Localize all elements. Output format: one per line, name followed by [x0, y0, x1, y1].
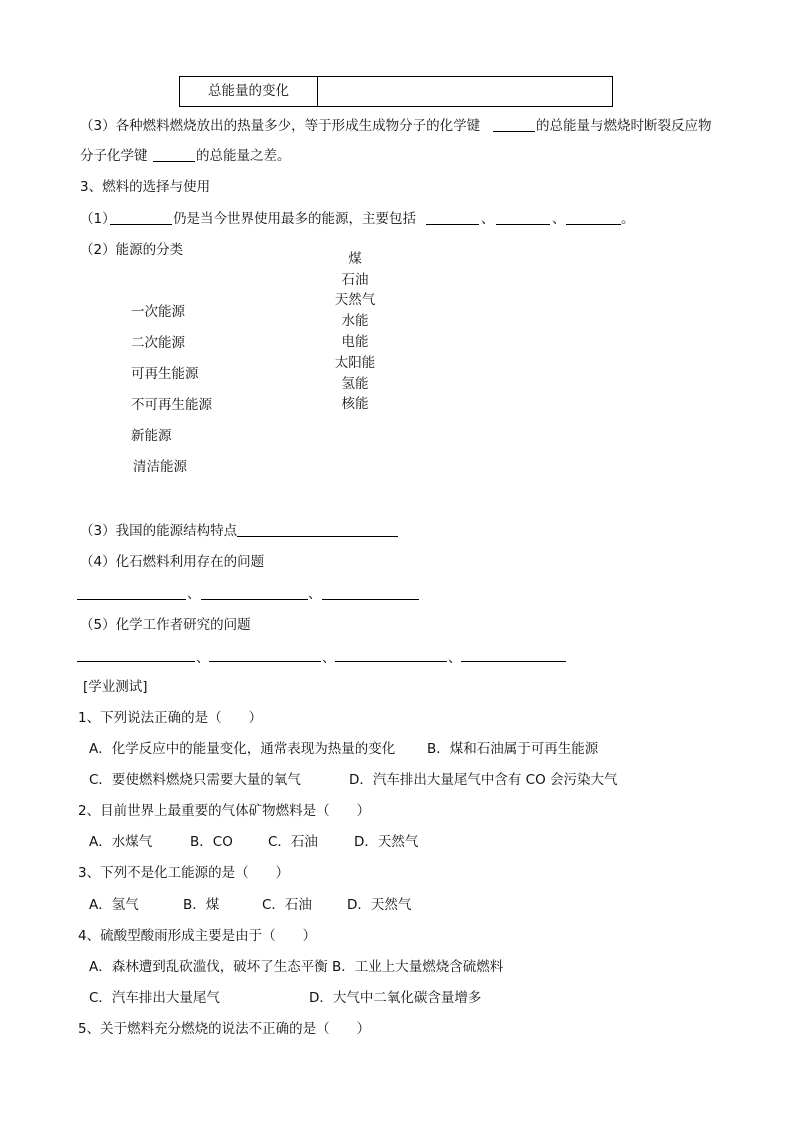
separator: 、 — [481, 211, 495, 227]
question-stem: 4、硫酸型酸雨形成主要是由于（ ） — [78, 928, 317, 944]
option-c: C．石油 — [268, 834, 318, 850]
source-item: 石油 — [341, 272, 369, 288]
separator: 、 — [187, 586, 201, 602]
option-d: D．天然气 — [354, 834, 419, 850]
question-stem: 2、目前世界上最重要的气体矿物燃料是（ ） — [78, 803, 371, 819]
option-c: C．要使燃料燃烧只需要大量的氧气 — [89, 772, 301, 788]
question-stem: 3、下列不是化工能源的是（ ） — [78, 865, 290, 881]
section-heading: 3、燃料的选择与使用 — [80, 179, 211, 195]
option-a-b: A．森林遭到乱砍滥伐，破坏了生态平衡 B．工业上大量燃烧含硫燃料 — [89, 959, 504, 975]
question-stem: 5、关于燃料充分燃烧的说法不正确的是（ ） — [78, 1021, 371, 1037]
blank-line — [77, 661, 195, 662]
separator: 、 — [448, 650, 462, 666]
blank-line — [237, 536, 398, 537]
blank-line — [77, 599, 186, 600]
source-item: 氢能 — [341, 376, 369, 392]
option-b: B．煤和石油属于可再生能源 — [427, 741, 599, 757]
category-item: 可再生能源 — [131, 366, 199, 382]
p2-heading: （2）能源的分类 — [80, 242, 184, 258]
separator: 、 — [322, 650, 336, 666]
separator: 、 — [552, 211, 566, 227]
blank-line — [153, 161, 195, 162]
option-d: D．天然气 — [347, 897, 412, 913]
q3-line1-text-b: 的总能量与燃烧时断裂反应物 — [536, 118, 712, 134]
option-c: C．石油 — [262, 897, 312, 913]
q3-line2-text-a: 分子化学键 — [80, 148, 148, 164]
option-c: C．汽车排出大量尾气 — [89, 990, 220, 1006]
option-d: D．汽车排出大量尾气中含有 CO 会污染大气 — [349, 772, 618, 788]
option-a: A．化学反应中的能量变化，通常表现为热量的变化 — [89, 741, 396, 757]
question-stem: 1、下列说法正确的是（ ） — [78, 710, 263, 726]
p5-text: （5）化学工作者研究的问题 — [80, 617, 251, 633]
category-item: 二次能源 — [131, 335, 185, 351]
energy-table — [179, 76, 613, 107]
blank-line — [322, 599, 419, 600]
source-item: 电能 — [341, 334, 369, 350]
blank-line — [566, 224, 621, 225]
source-item: 太阳能 — [334, 355, 376, 371]
separator: 、 — [196, 650, 210, 666]
blank-line — [209, 661, 321, 662]
category-item: 一次能源 — [131, 304, 185, 320]
option-d: D．大气中二氧化碳含量增多 — [309, 990, 482, 1006]
blank-line — [201, 599, 308, 600]
q3-line1-text-a: （3）各种燃料燃烧放出的热量多少，等于形成生成物分子的化学键 — [80, 118, 481, 134]
table-row-label: 总能量的变化 — [180, 77, 318, 106]
p1-prefix: （1） — [80, 211, 116, 227]
option-b: B．CO — [190, 834, 233, 850]
source-item: 水能 — [341, 313, 369, 329]
blank-line — [493, 131, 535, 132]
blank-line — [110, 224, 172, 225]
blank-line — [496, 224, 550, 225]
source-item: 天然气 — [334, 292, 376, 308]
p3-text: （3）我国的能源结构特点 — [80, 523, 238, 539]
separator: 、 — [308, 586, 322, 602]
option-a: A．氢气 — [89, 897, 139, 913]
option-a: A．水煤气 — [89, 834, 153, 850]
category-item: 不可再生能源 — [131, 397, 212, 413]
period: 。 — [621, 211, 635, 227]
source-item: 核能 — [341, 396, 369, 412]
blank-line — [335, 661, 447, 662]
blank-line — [426, 224, 479, 225]
category-item: 清洁能源 — [133, 459, 187, 475]
q3-line2-text-b: 的总能量之差。 — [196, 148, 291, 164]
source-item: 煤 — [348, 251, 362, 267]
option-b: B．煤 — [183, 897, 220, 913]
category-item: 新能源 — [131, 428, 172, 444]
p4-text: （4）化石燃料利用存在的问题 — [80, 554, 265, 570]
quiz-heading: [学业测试] — [83, 679, 148, 695]
blank-line — [461, 661, 566, 662]
p1-text: 仍是当今世界使用最多的能源，主要包括 — [173, 211, 416, 227]
